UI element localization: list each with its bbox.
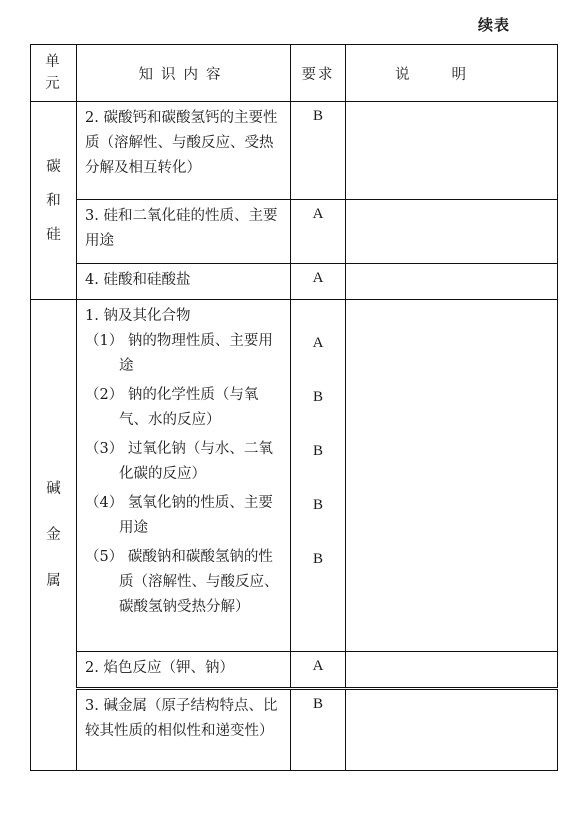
header-requirement: 要求 [291, 45, 346, 102]
requirement-level: A [312, 335, 324, 351]
knowledge-item: 4. 硅酸和硅酸盐 [77, 264, 291, 300]
description-cell [346, 200, 558, 264]
knowledge-item [77, 300, 291, 652]
requirement-levels [291, 300, 346, 652]
description-cell [346, 652, 558, 689]
requirement-level: A [291, 200, 346, 264]
knowledge-requirements-table [30, 44, 558, 771]
knowledge-item: 2. 焰色反应（钾、钠） [77, 652, 291, 689]
header-row [31, 45, 558, 102]
requirement-level: B [312, 389, 323, 405]
description-cell [346, 300, 558, 652]
table-row [31, 300, 558, 652]
requirement-level: B [312, 443, 323, 459]
continued-table-label: 续表 [478, 16, 511, 34]
table-row [31, 102, 558, 200]
unit-cell-carbon-silicon: 碳 和 硅 [31, 102, 77, 300]
knowledge-item-title: 1. 钠及其化合物 [85, 308, 191, 324]
header-description: 说明 [346, 45, 558, 102]
header-knowledge: 知识内容 [77, 45, 291, 102]
table-row [31, 652, 558, 689]
table-row [31, 689, 558, 771]
table-row [31, 264, 558, 300]
description-cell [346, 264, 558, 300]
knowledge-item: 2. 碳酸钙和碳酸氢钙的主要性质（溶解性、与酸反应、受热分解及相互转化） [77, 102, 291, 200]
description-cell [346, 102, 558, 200]
knowledge-item: 3. 碱金属（原子结构特点、比较其性质的相似性和递变性） [77, 689, 291, 771]
requirement-level: B [312, 551, 323, 567]
table-row [31, 200, 558, 264]
requirement-level: A [291, 264, 346, 300]
knowledge-subitem: （4） 氢氧化钠的性质、主要用途 [85, 495, 273, 536]
knowledge-subitem: （3） 过氧化钠（与水、二氧化碳的反应） [85, 441, 273, 482]
knowledge-subitem: （2） 钠的化学性质（与氧气、水的反应） [85, 387, 259, 428]
description-cell [346, 689, 558, 771]
requirement-level: B [291, 689, 346, 771]
knowledge-item: 3. 硅和二氧化硅的性质、主要用途 [77, 200, 291, 264]
requirement-level: A [291, 652, 346, 689]
knowledge-subitem: （5） 碳酸钠和碳酸氢钠的性质（溶解性、与酸反应、碳酸氢钠受热分解） [85, 549, 279, 615]
requirement-level: B [291, 102, 346, 200]
unit-cell-alkali-metals: 碱 金 属 [31, 300, 77, 771]
header-unit: 单 元 [31, 45, 77, 102]
knowledge-subitem: （1） 钠的物理性质、主要用途 [85, 333, 273, 374]
requirement-level: B [312, 497, 323, 513]
